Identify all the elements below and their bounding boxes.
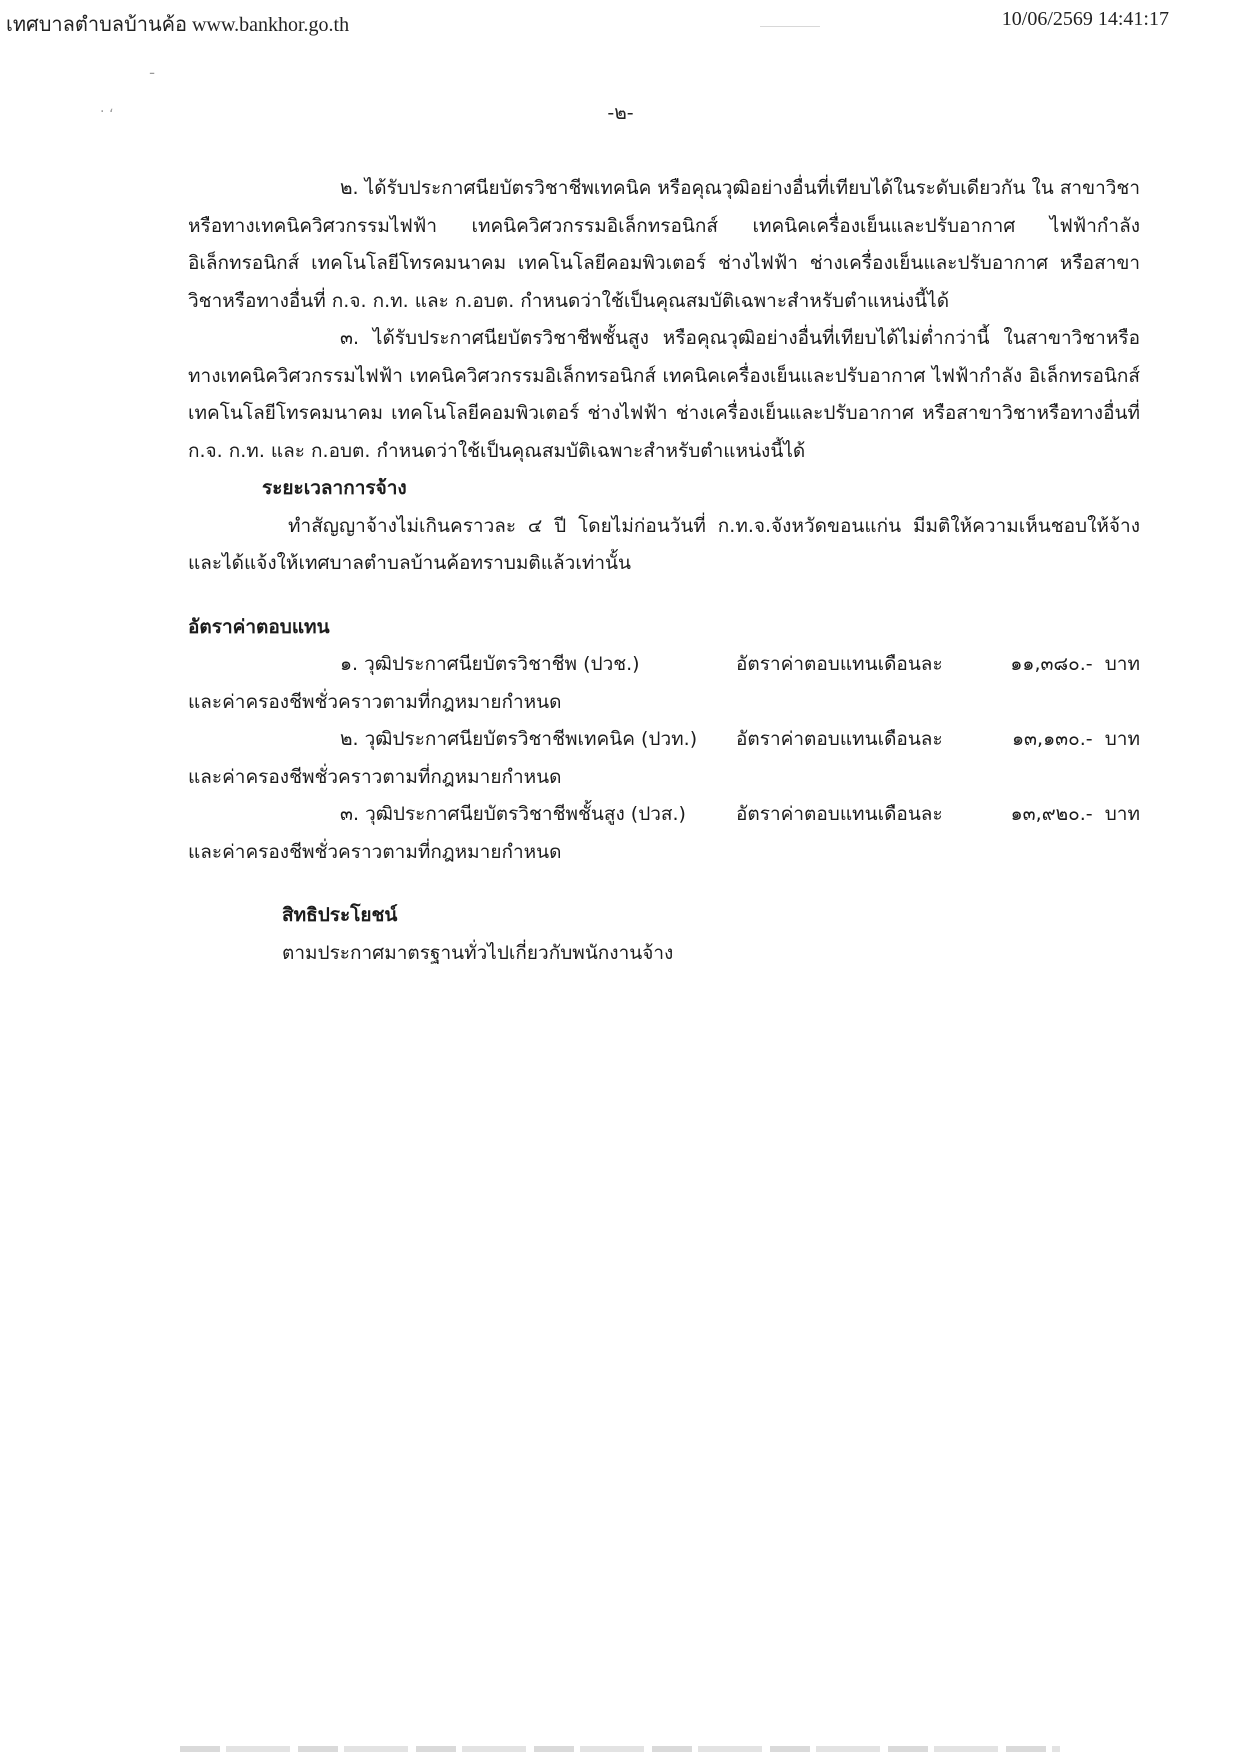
compensation-item: [188, 796, 1140, 871]
compensation-qualification: ๓. วุฒิประกาศนียบัตรวิชาชีพชั้นสูง (ปวส.): [340, 803, 686, 825]
compensation-item: [188, 721, 1140, 796]
qualification-2: ๒. ได้รับประกาศนียบัตรวิชาชีพเทคนิค หรือคุณวุฒิอย่างอื่นที่เทียบได้ในระดับเดียวกัน ใน สาขาวิชาหรือทางเทคนิควิศวกรรมไฟฟ้า เทคนิควิศวกรรมอิเล็กทรอนิกส์ เทคนิคเครื่องเย็นและปรับอากาศ ไฟฟ้ากำลัง อิเล็กทรอนิกส์ เทคโนโลยีโทรคมนาคม เทคโนโลยีคอมพิวเตอร์ ช่างไฟฟ้า ช่างเครื่องเย็นและปรับอากาศ หรือสาขาวิชาหรือทางอื่นที่ ก.จ. ก.ท. และ ก.อบต. กำหนดว่าใช้เป็นคุณสมบัติเฉพาะสำหรับตำแหน่งนี้ได้: [188, 177, 1140, 312]
compensation-continuation: และค่าครองชีพชั่วคราวตามที่กฎหมายกำหนด: [188, 765, 562, 788]
rate-amount: ๑๑,๓๘๐.- บาท: [1010, 653, 1140, 675]
page-header: [6, 8, 1235, 38]
compensation-qualification: ๑. วุฒิประกาศนียบัตรวิชาชีพ (ปวช.): [340, 653, 640, 675]
scan-artifact: [760, 26, 820, 27]
rate-label: อัตราค่าตอบแทนเดือนละ: [736, 653, 943, 675]
rate-label: อัตราค่าตอบแทนเดือนละ: [736, 728, 943, 750]
compensation-continuation: และค่าครองชีพชั่วคราวตามที่กฎหมายกำหนด: [188, 690, 562, 713]
scan-speck: . ،: [100, 100, 114, 116]
header-source: เทศบาลตำบลบ้านค้อ www.bankhor.go.th: [6, 14, 350, 36]
qualification-3: ๓. ได้รับประกาศนียบัตรวิชาชีพชั้นสูง หรือคุณวุฒิอย่างอื่นที่เทียบได้ไม่ต่ำกว่านี้ ในสาขาวิชาหรือทางเทคนิควิศวกรรมไฟฟ้า เทคนิควิศวกรรมอิเล็กทรอนิกส์ เทคนิคเครื่องเย็นและปรับอากาศ ไฟฟ้ากำลัง อิเล็กทรอนิกส์ เทคโนโลยีโทรคมนาคม เทคโนโลยีคอมพิวเตอร์ ช่างไฟฟ้า ช่างเครื่องเย็นและปรับอากาศ หรือสาขาวิชาหรือทางอื่นที่ ก.จ. ก.ท. และ ก.อบต. กำหนดว่าใช้เป็นคุณสมบัติเฉพาะสำหรับตำแหน่งนี้ได้: [188, 327, 1140, 462]
rate-label: อัตราค่าตอบแทนเดือนละ: [736, 803, 943, 825]
rate-amount: ๑๓,๙๒๐.- บาท: [1010, 803, 1140, 825]
compensation-qualification: ๒. วุฒิประกาศนียบัตรวิชาชีพเทคนิค (ปวท.): [340, 728, 698, 750]
scan-footer-artifact: [180, 1746, 1060, 1752]
employment-period-heading: ระยะเวลาการจ้าง: [262, 477, 407, 499]
document-body: [188, 170, 1140, 972]
rate-amount: ๑๓,๑๓๐.- บาท: [1012, 728, 1140, 750]
benefits-heading: สิทธิประโยชน์: [282, 904, 398, 926]
scan-speck: ـ: [150, 62, 155, 78]
page-number: -๒-: [607, 102, 634, 124]
compensation-continuation: และค่าครองชีพชั่วคราวตามที่กฎหมายกำหนด: [188, 840, 562, 863]
compensation-item: [188, 646, 1140, 721]
compensation-heading: อัตราค่าตอบแทน: [188, 615, 330, 638]
header-timestamp: 10/06/2569 14:41:17: [1001, 8, 1169, 30]
employment-period-text: ทำสัญญาจ้างไม่เกินคราวละ ๔ ปี โดยไม่ก่อนวันที่ ก.ท.จ.จังหวัดขอนแก่น มีมติให้ความเห็นชอบให้จ้างและได้แจ้งให้เทศบาลตำบลบ้านค้อทราบมติแล้วเท่านั้น: [188, 514, 1140, 574]
benefits-text: ตามประกาศมาตรฐานทั่วไปเกี่ยวกับพนักงานจ้าง: [282, 941, 674, 964]
